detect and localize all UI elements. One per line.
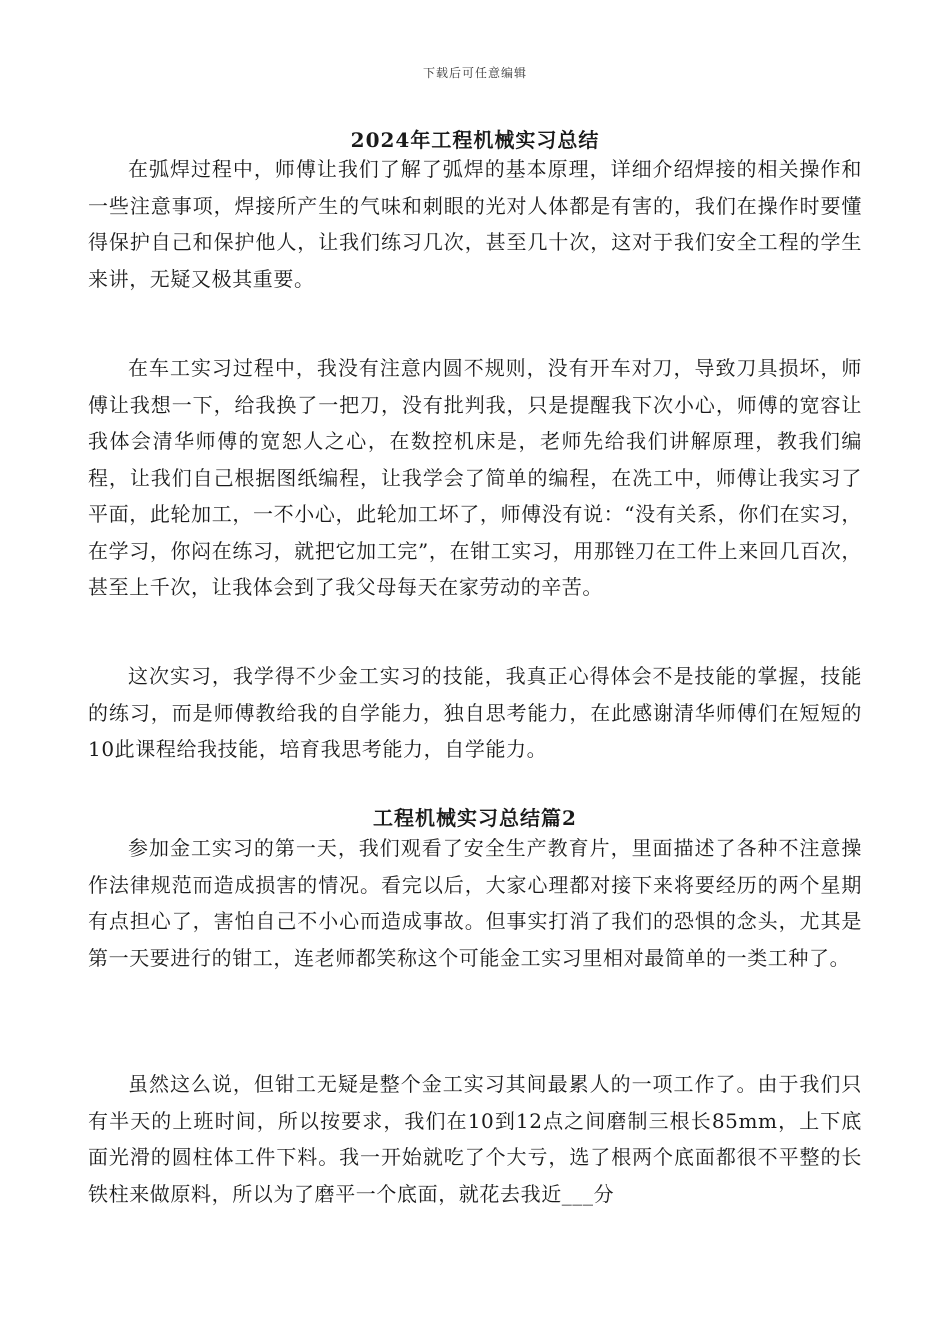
section-title: 工程机械实习总结篇2	[373, 806, 577, 830]
paragraph: 在弧焊过程中，师傅让我们了解了弧焊的基本原理，详细介绍焊接的相关操作和一些注意事项，焊接所产生的气味和刺眼的光对人体都是有害的，我们在操作时要懂得保护自己和保护他人，让我们练习几次，甚至几十次，这对于我们安全工程的学生来讲，无疑又极其重要。	[88, 157, 862, 291]
document-title: 2024年工程机械实习总结	[350, 128, 600, 152]
paragraph: 在车工实习过程中，我没有注意内圆不规则，没有开车对刀，导致刀具损坏，师傅让我想一下，给我换了一把刀，没有批判我，只是提醒我下次小心，师傅的宽容让我体会清华师傅的宽恕人之心，在数控机床是，老师先给我们讲解原理，教我们编程，让我们自己根据图纸编程，让我学会了简单的编程，在冼工中，师傅让我实习了平面，此轮加工，一不小心，此轮加工坏了，师傅没有说：“没有关系，你们在实习，在学习，你闷在练习，就把它加工完”，在钳工实习，用那锉刀在工件上来回几百次，甚至上千次，让我体会到了我父母每天在家劳动的辛苦。	[88, 356, 862, 599]
paragraph: 虽然这么说，但钳工无疑是整个金工实习其间最累人的一项工作了。由于我们只有半天的上班时间，所以按要求，我们在10到12点之间磨制三根长85mm，上下底面光滑的圆柱体工件下料。我一开始就吃了个大亏，选了根两个底面都很不平整的长铁柱来做原料，所以为了磨平一个底面，就花去我近___分	[88, 1072, 862, 1206]
header-note: 下载后可任意编辑	[422, 66, 527, 80]
paragraph: 参加金工实习的第一天，我们观看了安全生产教育片，里面描述了各种不注意操作法律规范而造成损害的情况。看完以后，大家心理都对接下来将要经历的两个星期有点担心了，害怕自己不小心而造成事故。但事实打消了我们的恐惧的念头，尤其是第一天要进行的钳工，连老师都笑称这个可能金工实习里相对最简单的一类工种了。	[88, 836, 862, 970]
paragraph: 这次实习，我学得不少金工实习的技能，我真正心得体会不是技能的掌握，技能的练习，而是师傅教给我的自学能力，独自思考能力，在此感谢清华师傅们在短短的10此课程给我技能，培育我思考能力，自学能力。	[88, 664, 862, 761]
